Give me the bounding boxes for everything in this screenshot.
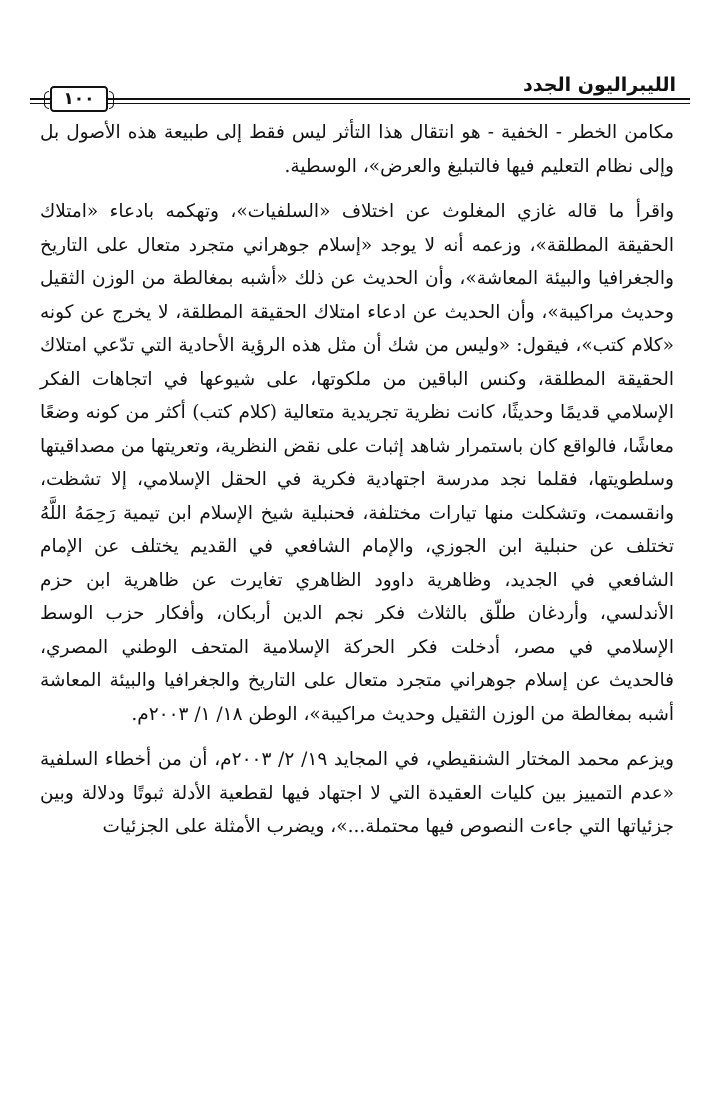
body-text — [40, 116, 674, 844]
running-title: الليبراليون الجدد — [517, 74, 682, 96]
paragraph-ghazi-quote: واقرأ ما قاله غازي المغلوث عن اختلاف «السلفيات»، وتهكمه بادعاء «امتلاك الحقيقة المطلقة»، وزعمه أنه لا يوجد «إسلام جوهراني متجرد متعال على التاريخ والجغرافيا والبيئة المعاشة»، وأن الحديث عن ذلك «أشبه بمغالطة من الوزن الثقيل وحديث مراكيبة»، وأن الحديث عن ادعاء امتلاك الحقيقة المطلقة، لا يخرج عن كونه «كلام كتب»، فيقول: «وليس من شك أن مثل هذه الرؤية الأحادية التي تدّعي امتلاك الحقيقة المطلقة، وكنس الباقين من ملكوتها، على شيوعها في اتجاهات الفكر الإسلامي قديمًا وحديثًا، كانت نظرية تجريدية متعالية (كلام كتب) أكثر من كونه وضعًا معاشًا، فالواقع كان باستمرار شاهد إثبات على نقض النظرية، وتعريتها من مصداقيتها وسلطويتها، فقلما نجد مدرسة اجتهادية فكرية في الحقل الإسلامي، إلا تشظت، وانقسمت، وتشكلت منها تيارات مختلفة، فحنبلية شيخ الإسلام ابن تيمية رَحِمَهُ اللَّهُ تختلف عن حنبلية ابن الجوزي، والإمام الشافعي في القديم يختلف عن الإمام الشافعي في الجديد، وظاهرية داوود الظاهري تغايرت عن ظاهرية ابن حزم الأندلسي، وأردغان طلّق بالثلاث فكر نجم الدين أربكان، وأفكار حزب الوسط الإسلامي في مصر، أدخلت فكر الحركة الإسلامية المتحف الوطني المصري، فالحديث عن إسلام جوهراني متجرد متعال على التاريخ والجغرافيا والبيئة المعاشة أشبه بمغالطة من الوزن الثقيل وحديث مراكيبة»، الوطن ١٨/ ١/ ٢٠٠٣م. — [40, 201, 674, 725]
page-number: ١٠٠ — [63, 89, 95, 109]
header-rule — [30, 98, 690, 100]
paragraph-shinqiti: ويزعم محمد المختار الشنقيطي، في المجايد ١٩/ ٢/ ٢٠٠٣م، أن من أخطاء السلفية «عدم التمييز بين كليات العقيدة التي لا اجتهاد فيها لقطعية الأدلة ثبوتًا ودلالة وبين جزئياتها التي جاءت النصوص فيها محتملة...»، ويضرب الأمثلة على الجزئيات — [40, 749, 674, 837]
paragraph-continuation: مكامن الخطر - الخفية - هو انتقال هذا التأثر ليس فقط إلى طبيعة هذه الأصول بل وإلى نظام التعليم فيها فالتبليغ والعرض»، الوسطية. — [40, 122, 674, 177]
header-rule-thin — [30, 103, 690, 104]
page-number-frame — [50, 86, 108, 112]
page-header — [30, 74, 690, 114]
